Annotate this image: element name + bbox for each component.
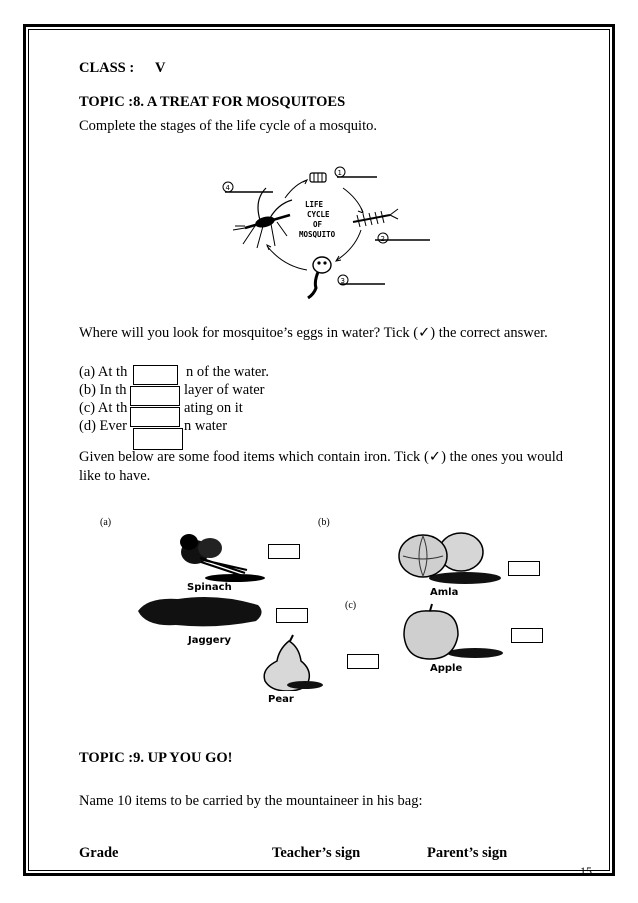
food-name-amla: Amla: [430, 587, 459, 598]
life-cycle-instruction: Complete the stages of the life cycle of a mosquito.: [79, 118, 377, 134]
tick-box-pear[interactable]: [347, 654, 379, 669]
tick-box-option-d[interactable]: [133, 428, 183, 450]
option-d-left: (d) Ever: [79, 418, 127, 434]
pupa-sketch: [308, 257, 331, 298]
eggs-sketch: [310, 173, 326, 182]
topic8-title: TOPIC :8. A TREAT FOR MOSQUITOES: [79, 94, 346, 110]
food-name-apple: Apple: [430, 663, 463, 674]
option-a-left: (a) At th: [79, 364, 128, 380]
mosquito-life-cycle-diagram: [215, 160, 445, 310]
stage-number-1: 1: [337, 169, 342, 177]
option-c-left: (c) At th: [79, 400, 128, 416]
food-label-b: (b): [318, 517, 330, 528]
class-label: CLASS :: [79, 60, 135, 76]
diagram-label-line-4: MOSQUITO: [299, 230, 336, 239]
iron-foods-question: Given below are some food items which contain iron. Tick (✓) the ones you would like to have.: [79, 449, 563, 484]
spinach-image: [165, 528, 265, 583]
stage-number-4: 4: [225, 184, 230, 192]
tick-box-amla[interactable]: [508, 561, 540, 576]
topic9-title: TOPIC :9. UP YOU GO!: [79, 750, 233, 766]
grade-label: Grade: [79, 845, 119, 861]
mountaineer-instruction: Name 10 items to be carried by the mountaineer in his bag:: [79, 793, 423, 809]
food-name-jaggery: Jaggery: [188, 635, 232, 646]
food-label-a: (a): [100, 517, 112, 528]
food-label-c: (c): [345, 600, 357, 611]
tick-box-jaggery[interactable]: [276, 608, 308, 623]
option-a-right: n of the water.: [186, 364, 269, 380]
option-c-right: ating on it: [184, 400, 243, 416]
class-value: V: [155, 60, 166, 76]
stage-number-3: 3: [340, 277, 345, 285]
option-b-right: layer of water: [184, 382, 265, 398]
diagram-label-line-1: LIFE: [305, 200, 324, 209]
adult-mosquito-sketch: [233, 188, 292, 248]
teacher-sign-label: Teacher’s sign: [272, 845, 361, 861]
option-b-left: (b) In th: [79, 382, 127, 398]
pear-image: [255, 633, 325, 691]
apple-image: [400, 603, 505, 663]
page-number: 15: [580, 864, 592, 878]
tick-box-option-a[interactable]: [133, 365, 178, 385]
tick-box-apple[interactable]: [511, 628, 543, 643]
food-name-spinach: Spinach: [187, 582, 232, 593]
parent-sign-label: Parent’s sign: [427, 845, 508, 861]
tick-box-spinach[interactable]: [268, 544, 300, 559]
food-name-pear: Pear: [268, 694, 294, 705]
diagram-label-line-2: CYCLE: [307, 210, 330, 219]
tick-box-option-b[interactable]: [130, 386, 180, 406]
eggs-question: Where will you look for mosquitoe’s eggs in water? Tick (✓) the correct answer.: [79, 325, 548, 341]
amla-image: [393, 528, 503, 588]
option-d-right: n water: [184, 418, 228, 434]
tick-box-option-c[interactable]: [130, 407, 180, 427]
diagram-label-line-3: OF: [313, 220, 323, 229]
jaggery-image: [133, 593, 268, 628]
stage-number-2: 2: [380, 235, 385, 243]
